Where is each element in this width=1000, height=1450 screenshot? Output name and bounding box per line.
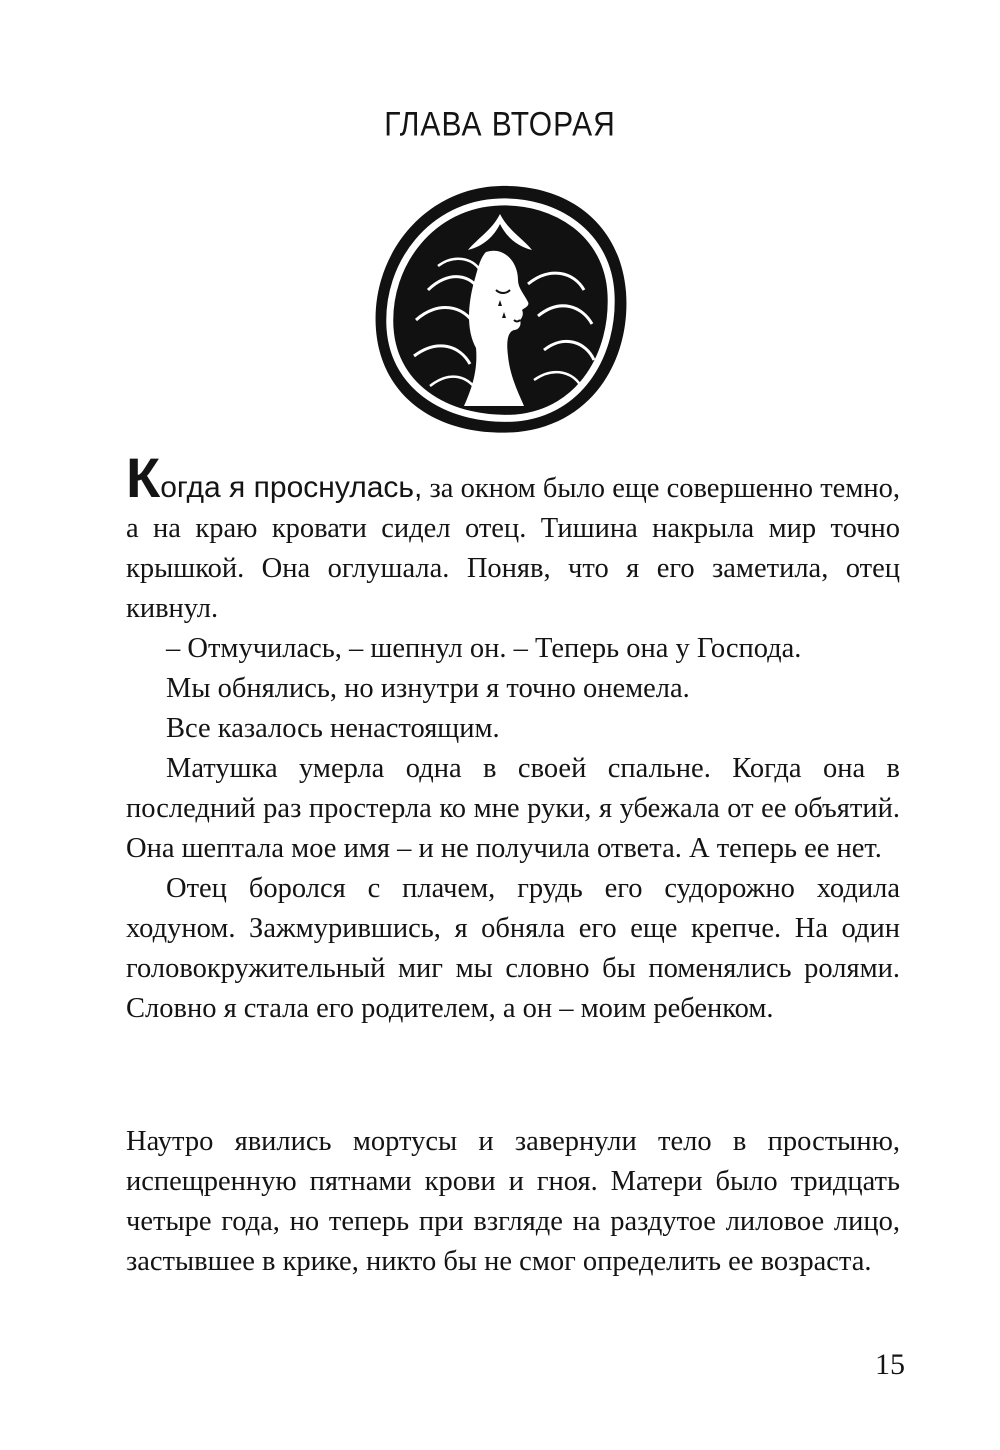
section-text-block [126,1122,900,1282]
paragraph: Все казалось ненастоящим. [166,713,500,744]
drop-cap: К [126,446,161,509]
paragraph-text: за окном было еще совершенно темно, а на краю кровати сидел отец. Тишина накрыла мир точно крышкой. Она оглушала. Поняв, что я его заметила, отец кивнул. [126,473,900,624]
page-number: 15 [875,1348,905,1381]
main-text-block [126,446,900,1029]
paragraph: Наутро явились мортусы и завернули тело в простыню, испещренную пятнами крови и гноя. Матери было тридцать четыре года, но теперь при взгляде на раздутое лиловое лицо, застывшее в крике, никто бы не смог определить ее возраста. [126,1126,900,1277]
paragraph: Матушка умерла одна в своей спальне. Когда она в последний раз простерла ко мне руки, я убежала от ее объятий. Она шептала мое имя – и не получила ответа. А теперь ее нет. [126,753,900,864]
paragraph: Мы обнялись, но изнутри я точно онемела. [166,673,690,704]
paragraph: Отец боролся с плачем, грудь его судорожно ходила ходуном. Зажмурившись, я обняла его еще крепче. На один головокружительный миг мы словно бы поменялись ролями. Словно я стала его родителем, а он – моим ребенком. [126,873,900,1024]
chapter-title: ГЛАВА ВТОРАЯ [384,105,616,144]
lead-words: огда я проснулась, [160,471,423,504]
weeping-woman-profile-emblem-icon [368,180,632,440]
paragraph: – Отмучилась, – шепнул он. – Теперь она у Господа. [166,633,802,664]
paragraph [126,446,900,629]
